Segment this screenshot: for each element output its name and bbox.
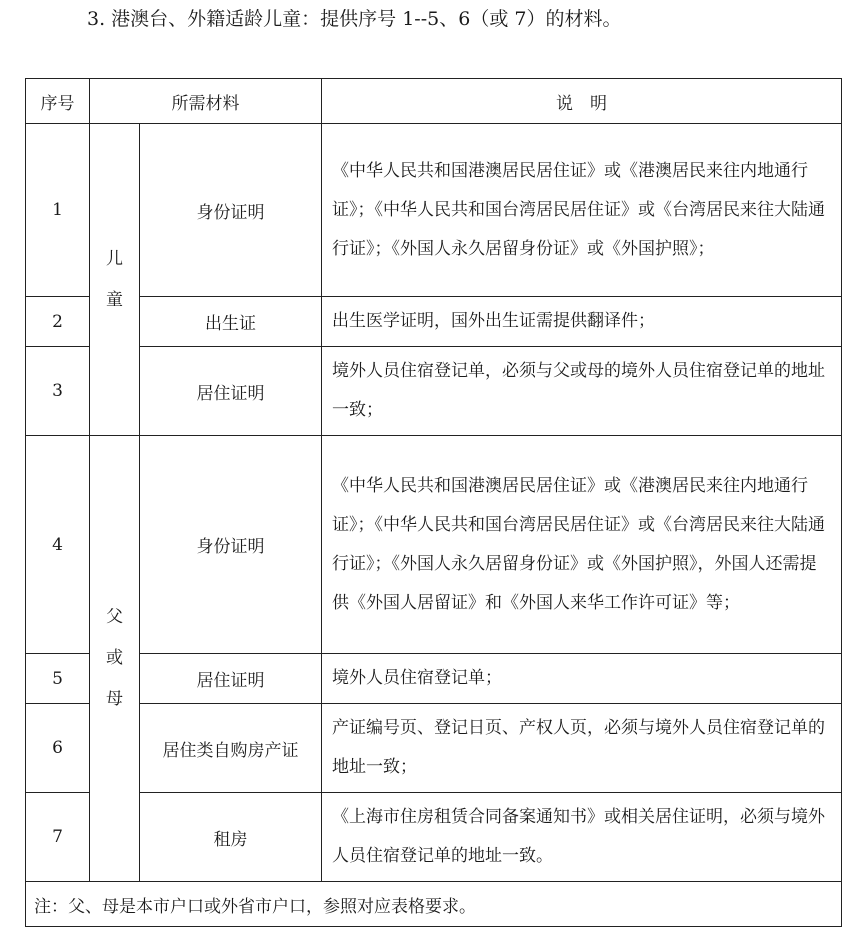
row-no: 6 <box>26 704 90 793</box>
group-parent-char: 母 <box>106 689 123 709</box>
materials-table <box>25 78 842 927</box>
header-desc: 说 明 <box>322 79 842 124</box>
row-desc: 境外人员住宿登记单； <box>322 654 842 704</box>
row-no: 4 <box>26 436 90 654</box>
header-materials: 所需材料 <box>90 79 322 124</box>
group-parent <box>90 436 140 882</box>
table-header-row <box>26 79 842 124</box>
row-no: 2 <box>26 297 90 347</box>
row-no: 1 <box>26 124 90 297</box>
row-desc: 《中华人民共和国港澳居民居住证》或《港澳居民来往内地通行证》；《中华人民共和国台湾居民居住证》或《台湾居民来往大陆通行证》；《外国人永久居留身份证》或《外国护照》； <box>322 124 842 297</box>
group-parent-char: 父 <box>106 607 123 627</box>
table-note: 注：父、母是本市户口或外省市户口，参照对应表格要求。 <box>26 882 842 927</box>
row-material: 居住证明 <box>140 347 322 436</box>
table-row <box>26 704 842 793</box>
note-row <box>26 882 842 927</box>
row-material: 居住类自购房产证 <box>140 704 322 793</box>
section-heading: 3. 港澳台、外籍适龄儿童：提供序号 1--5、6（或 7）的材料。 <box>87 8 622 30</box>
group-child-char: 童 <box>106 289 123 310</box>
row-material: 租房 <box>140 793 322 882</box>
table-row <box>26 297 842 347</box>
table-row <box>26 436 842 654</box>
row-no: 5 <box>26 654 90 704</box>
group-child <box>90 124 140 436</box>
group-child-char: 儿 <box>106 248 123 269</box>
row-desc: 产证编号页、登记日页、产权人页，必须与境外人员住宿登记单的地址一致； <box>322 704 842 793</box>
table-row <box>26 654 842 704</box>
table-row <box>26 347 842 436</box>
group-parent-char: 或 <box>106 648 123 668</box>
row-material: 出生证 <box>140 297 322 347</box>
row-material: 居住证明 <box>140 654 322 704</box>
row-material: 身份证明 <box>140 436 322 654</box>
table-row <box>26 124 842 297</box>
row-no: 7 <box>26 793 90 882</box>
row-desc: 《中华人民共和国港澳居民居住证》或《港澳居民来往内地通行证》；《中华人民共和国台湾居民居住证》或《台湾居民来往大陆通行证》；《外国人永久居留身份证》或《外国护照》，外国人还需提供《外国人居留证》和《外国人来华工作许可证》等； <box>322 436 842 654</box>
row-desc: 境外人员住宿登记单，必须与父或母的境外人员住宿登记单的地址一致； <box>322 347 842 436</box>
row-no: 3 <box>26 347 90 436</box>
table-row <box>26 793 842 882</box>
row-material: 身份证明 <box>140 124 322 297</box>
row-desc: 出生医学证明，国外出生证需提供翻译件； <box>322 297 842 347</box>
row-desc: 《上海市住房租赁合同备案通知书》或相关居住证明，必须与境外人员住宿登记单的地址一致。 <box>322 793 842 882</box>
header-no: 序号 <box>26 79 90 124</box>
